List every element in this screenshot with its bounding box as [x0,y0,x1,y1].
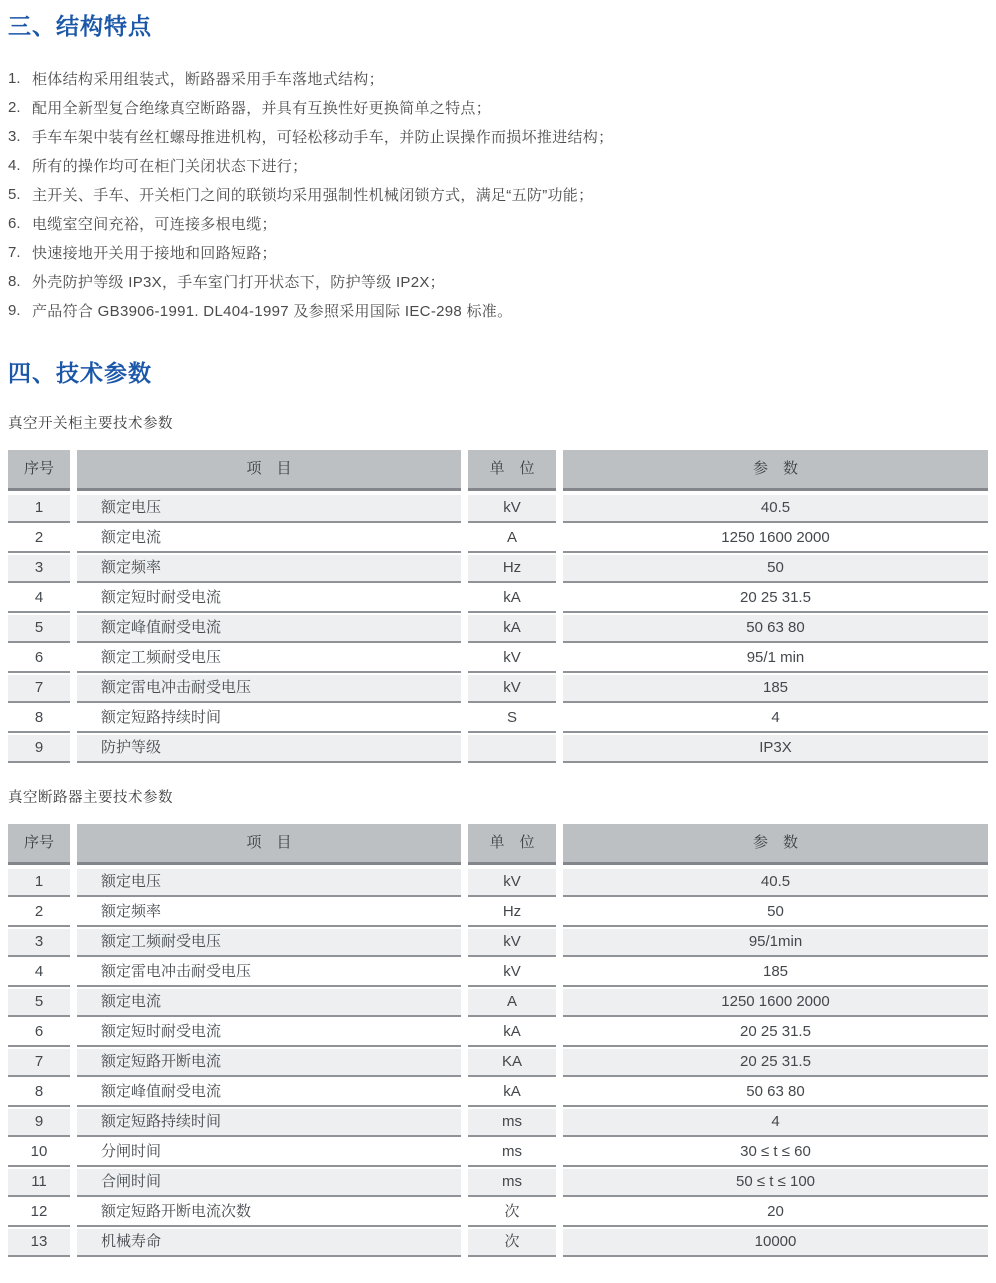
table-cell: 20 25 31.5 [563,1019,988,1045]
table-row [8,1229,988,1255]
table-cell: 20 25 31.5 [563,1049,988,1075]
table-cell: 机械寿命 [77,1229,461,1255]
feature-text: 手车车架中装有丝杠螺母推进机构，可轻松移动手车，并防止误操作而损坏推进结构； [32,129,614,146]
feature-text: 外壳防护等级 IP3X，手车室门打开状态下，防护等级 IP2X； [32,274,445,291]
feature-item [8,209,988,238]
table-cell: 3 [8,555,70,581]
table-cell: kV [468,645,556,671]
table-cell: 额定电压 [77,495,461,521]
table-cell: 次 [468,1229,556,1255]
table-cell: 4 [8,585,70,611]
switchgear-parameters-table [8,450,988,761]
feature-number: 9. [8,302,21,319]
table-cell: 额定短时耐受电流 [77,1019,461,1045]
feature-number: 5. [8,186,21,203]
table-cell: 50 63 80 [563,615,988,641]
table-row [8,1019,988,1045]
feature-number: 8. [8,273,21,290]
feature-item [8,64,988,93]
feature-text: 所有的操作均可在柜门关闭状态下进行； [32,158,308,175]
table-cell: 6 [8,1019,70,1045]
table-cell: kV [468,929,556,955]
table-cell: IP3X [563,735,988,761]
table-cell: 额定峰值耐受电流 [77,1079,461,1105]
table-cell: 40.5 [563,869,988,895]
table-header-row [8,450,988,491]
table-cell: 2 [8,525,70,551]
table-row [8,645,988,671]
table-cell: 额定短时耐受电流 [77,585,461,611]
table-cell: 8 [8,705,70,731]
table-cell: 额定工频耐受电压 [77,645,461,671]
table2-subtitle: 真空断路器主要技术参数 [8,790,173,806]
table-cell: 2 [8,899,70,925]
table-cell: 额定电流 [77,525,461,551]
table-header-cell: 参 数 [563,824,988,865]
table-cell: 额定短路持续时间 [77,705,461,731]
table-row [8,1079,988,1105]
table-cell: 分闸时间 [77,1139,461,1165]
table-row [8,1109,988,1135]
table1-subtitle: 真空开关柜主要技术参数 [8,416,173,432]
table-cell: 6 [8,645,70,671]
feature-item [8,180,988,209]
table-cell: 95/1min [563,929,988,955]
table-cell: 9 [8,1109,70,1135]
table-cell: 1 [8,869,70,895]
circuit-breaker-parameters-table [8,824,988,1255]
table-cell: 4 [563,705,988,731]
table-cell: 185 [563,959,988,985]
feature-item [8,296,988,325]
table-cell: kV [468,959,556,985]
table-body [8,869,988,1255]
section-title-technical-parameters: 四、技术参数 [8,360,152,386]
feature-number: 2. [8,99,21,116]
table-cell: Hz [468,899,556,925]
feature-number: 6. [8,215,21,232]
table-cell: 额定雷电冲击耐受电压 [77,675,461,701]
table-cell: 额定电流 [77,989,461,1015]
table-cell: 额定电压 [77,869,461,895]
table-header-cell: 参 数 [563,450,988,491]
table-cell: 4 [563,1109,988,1135]
table-cell: 合闸时间 [77,1169,461,1195]
table-cell: 11 [8,1169,70,1195]
table-cell: 20 25 31.5 [563,585,988,611]
feature-text: 产品符合 GB3906-1991. DL404-1997 及参照采用国际 IEC-298 标准。 [32,303,513,320]
table-cell: kA [468,1019,556,1045]
table-cell: S [468,705,556,731]
table-row [8,705,988,731]
table-cell: KA [468,1049,556,1075]
table-cell: 8 [8,1079,70,1105]
table-cell: 9 [8,735,70,761]
table-row [8,869,988,895]
table-header-cell: 项 目 [77,450,461,491]
table-row [8,495,988,521]
table-row [8,1199,988,1225]
table-cell [468,735,556,761]
table-cell: 185 [563,675,988,701]
table-cell: 额定工频耐受电压 [77,929,461,955]
feature-text: 主开关、手车、开关柜门之间的联锁均采用强制性机械闭锁方式，满足“五防”功能； [32,187,594,204]
table-cell: ms [468,1109,556,1135]
table-cell: 7 [8,1049,70,1075]
table-cell: 额定短路持续时间 [77,1109,461,1135]
table-row [8,959,988,985]
feature-item [8,151,988,180]
table-row [8,525,988,551]
table-row [8,1049,988,1075]
table-cell: 40.5 [563,495,988,521]
feature-item [8,238,988,267]
table-cell: kA [468,615,556,641]
table-header-row [8,824,988,865]
table-cell: 50 63 80 [563,1079,988,1105]
table-cell: kV [468,675,556,701]
table-cell: 50 ≤ t ≤ 100 [563,1169,988,1195]
feature-item [8,122,988,151]
table-header-cell: 单 位 [468,450,556,491]
table-cell: Hz [468,555,556,581]
table-cell: 5 [8,615,70,641]
table-cell: 额定短路开断电流次数 [77,1199,461,1225]
table-cell: 额定雷电冲击耐受电压 [77,959,461,985]
table-cell: 7 [8,675,70,701]
table-cell: A [468,525,556,551]
table-cell: ms [468,1139,556,1165]
table-cell: 额定短路开断电流 [77,1049,461,1075]
table-cell: 次 [468,1199,556,1225]
table-cell: 额定峰值耐受电流 [77,615,461,641]
table-row [8,989,988,1015]
table-row [8,735,988,761]
table-row [8,1139,988,1165]
table-cell: 1 [8,495,70,521]
table-cell: 额定频率 [77,899,461,925]
table-header-cell: 序号 [8,824,70,865]
feature-text: 配用全新型复合绝缘真空断路器，并具有互换性好更换简单之特点； [32,100,492,117]
table-header-cell: 单 位 [468,824,556,865]
table-body [8,495,988,761]
table-cell: 12 [8,1199,70,1225]
table-cell: kV [468,869,556,895]
table-cell: 1250 1600 2000 [563,525,988,551]
table-cell: 30 ≤ t ≤ 60 [563,1139,988,1165]
table-header-cell: 序号 [8,450,70,491]
section-title-structure-features: 三、结构特点 [8,13,152,39]
table-cell: 1250 1600 2000 [563,989,988,1015]
feature-number: 4. [8,157,21,174]
table-row [8,929,988,955]
table-header-cell: 项 目 [77,824,461,865]
table-row [8,1169,988,1195]
feature-number: 1. [8,70,21,87]
table-cell: 4 [8,959,70,985]
feature-text: 电缆室空间充裕，可连接多根电缆； [32,216,277,233]
feature-text: 柜体结构采用组装式，断路器采用手车落地式结构； [32,71,384,88]
table-row [8,585,988,611]
table-cell: 50 [563,899,988,925]
table-cell: 额定频率 [77,555,461,581]
table-row [8,615,988,641]
table-cell: A [468,989,556,1015]
feature-text: 快速接地开关用于接地和回路短路； [32,245,277,262]
table-cell: kA [468,1079,556,1105]
table-cell: kA [468,585,556,611]
table-row [8,555,988,581]
feature-number: 3. [8,128,21,145]
structure-features-list [8,64,988,325]
table-cell: 13 [8,1229,70,1255]
table-row [8,675,988,701]
table-cell: 95/1 min [563,645,988,671]
table-cell: ms [468,1169,556,1195]
table-cell: 10000 [563,1229,988,1255]
table-cell: 20 [563,1199,988,1225]
feature-item [8,267,988,296]
table-cell: kV [468,495,556,521]
table-cell: 3 [8,929,70,955]
table-row [8,899,988,925]
table-cell: 10 [8,1139,70,1165]
feature-number: 7. [8,244,21,261]
table-cell: 50 [563,555,988,581]
feature-item [8,93,988,122]
table-cell: 防护等级 [77,735,461,761]
table-cell: 5 [8,989,70,1015]
